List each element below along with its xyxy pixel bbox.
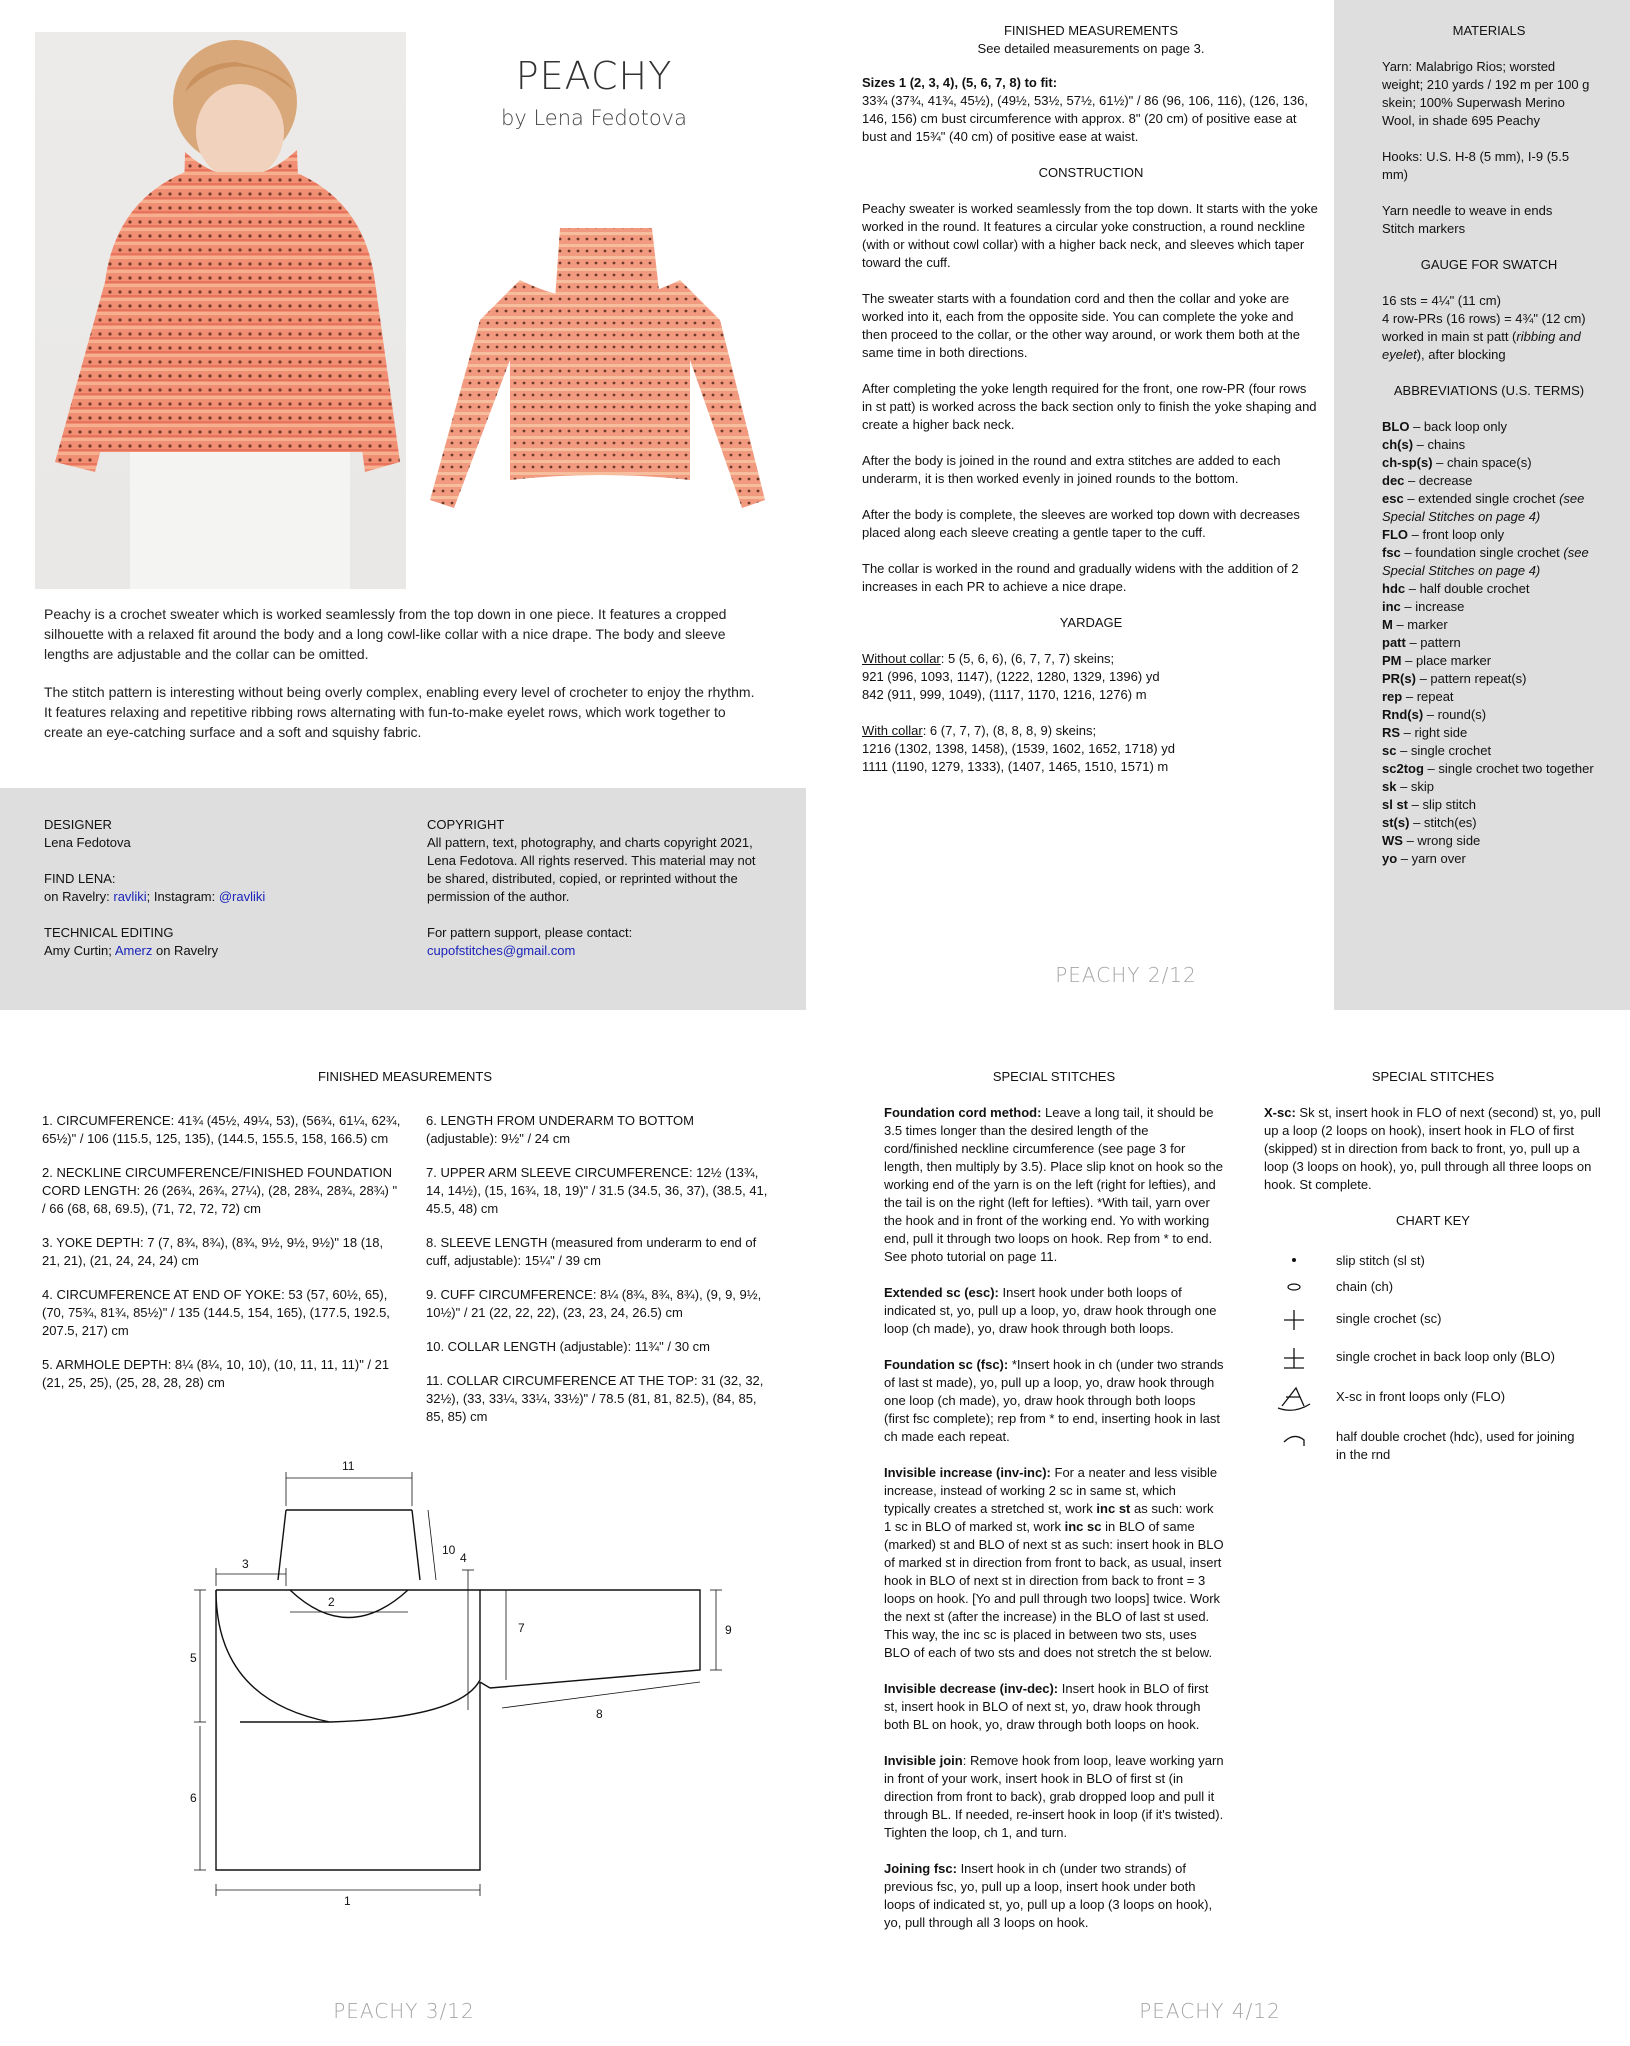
- abbr-item: sl st – slip stitch: [1382, 797, 1476, 812]
- yoke-outline: [216, 1590, 330, 1722]
- materials-sidebar: [1334, 0, 1630, 1010]
- dot-icon: [1270, 1252, 1318, 1272]
- foundation-cord: Foundation cord method: Leave a long tail, it should be 3.5 times longer than the desired length of the cord/finished neckline circumference (see page 3 for length, then multiply by 3.5). Place slip knot on hook so the working end of the yarn is on the left (right for lefties), and the tail is on the right (left for lefties). *With tail, yarn over the hook and in front of the working end. Yo with working end, pull it through two loops on hook. Rep from * to end. See photo tutorial on page 11.: [884, 1105, 1223, 1264]
- tech-editors: Amy Curtin; Amerz on Ravelry: [44, 943, 219, 958]
- measurement-9: 9. CUFF CIRCUMFERENCE: 8¼ (8¾, 8¾, 8¾), (9, 9, 9½, 10½)" / 21 (22, 22, 22), (23, 23, 24, 26.5) cm: [426, 1287, 762, 1320]
- yardage-without: Without collar: 5 (5, 6, 6), (6, 7, 7, 7) skeins;: [862, 651, 1115, 666]
- construction-heading: CONSTRUCTION: [1038, 165, 1144, 180]
- notions-text: Yarn needle to weave in ends Stitch markers: [1382, 203, 1553, 236]
- ravelry-link[interactable]: ravliki: [113, 889, 147, 904]
- measurement-6: 6. LENGTH FROM UNDERARM TO BOTTOM (adjustable): 9½" / 24 cm: [426, 1113, 694, 1146]
- page-3-heading: FINISHED MEASUREMENTS: [317, 1069, 493, 1084]
- abbr-item: PM – place marker: [1382, 653, 1492, 668]
- blo-plus-icon: [1270, 1346, 1318, 1370]
- special-stitches-col-1: [884, 1068, 1224, 1932]
- collar-outline: [278, 1510, 286, 1580]
- chart-key: [1270, 1252, 1610, 1472]
- abbreviations-heading: ABBREVIATIONS (U.S. TERMS): [1393, 383, 1585, 398]
- yardage-heading: YARDAGE: [1059, 615, 1123, 630]
- materials-heading: MATERIALS: [1452, 23, 1526, 38]
- page-4-footer: PEACHY 4/12: [1139, 1999, 1281, 2023]
- oval-icon: [1270, 1278, 1318, 1298]
- credits-panel: [0, 788, 806, 1010]
- extended-sc: Extended sc (esc): Insert hook under both loops of indicated st, yo, pull up a loop, yo, draw hook through one loop (ch made), yo, draw hook through both loops.: [884, 1285, 1217, 1336]
- yardage-without-yd: 921 (996, 1093, 1147), (1222, 1280, 1329, 1396) yd: [862, 669, 1160, 684]
- hooks-text: Hooks: U.S. H-8 (5 mm), I-9 (5.5 mm): [1382, 149, 1570, 182]
- construction-4: After the body is joined in the round and extra stitches are added to each underarm, it is then worked evenly in joined rounds to the bottom.: [862, 453, 1281, 486]
- x-sc: X-sc: Sk st, insert hook in FLO of next (second) st, yo, pull up a loop (2 loops on hook), insert hook in FLO of first (skipped) st in direction from back to front, yo, pull up a loop (3 loops on hook), yo, pull through all three loops on hook. St complete.: [1264, 1105, 1601, 1192]
- support-email-link[interactable]: cupofstitches@gmail.com: [427, 943, 576, 958]
- page-3: [0, 1040, 810, 2046]
- intro-paragraph-1: Peachy is a crochet sweater which is worked seamlessly from the top down in one piece. It features a cropped silhouette with a relaxed fit around the body and a long cowl-like collar with a nice drape. The body and sleeve lengths are adjustable and the collar can be omitted.: [44, 606, 727, 662]
- abbreviations-list: [1382, 418, 1596, 868]
- instagram-link[interactable]: @ravliki: [218, 889, 266, 904]
- key-row: X-sc in front loops only (FLO): [1270, 1384, 1610, 1412]
- measurement-11: 11. COLLAR CIRCUMFERENCE AT THE TOP: 31 (32, 32, 32½), (33, 33¼, 33¼, 33½)" / 78.5 (81, 81, 82.5), (84, 85, 85, 85) cm: [426, 1373, 764, 1424]
- abbr-item: FLO – front loop only: [1382, 527, 1505, 542]
- finished-measurements-sub: See detailed measurements on page 3.: [977, 41, 1205, 56]
- yardage-with-yd: 1216 (1302, 1398, 1458), (1539, 1602, 1652, 1718) yd: [862, 741, 1175, 756]
- foundation-sc: Foundation sc (fsc): *Insert hook in ch (under two strands of last st made), yo, pull up a loop, yo, draw hook through one loop (ch made), yo, draw hook through both loops (first fsc complete); rep from * to end, inserting hook in last ch made each repeat.: [884, 1357, 1224, 1444]
- abbr-item: inc – increase: [1382, 599, 1465, 614]
- page-3-footer: PEACHY 3/12: [333, 1999, 475, 2023]
- tech-heading: TECHNICAL EDITING: [44, 925, 174, 940]
- designer-name: Lena Fedotova: [44, 835, 131, 850]
- page-title: PEACHY: [515, 54, 673, 98]
- label-8: 8: [596, 1707, 603, 1721]
- label-5: 5: [190, 1651, 197, 1665]
- find-links: on Ravelry: ravliki; Instagram: @ravliki: [44, 889, 266, 904]
- measurement-1: 1. CIRCUMFERENCE: 41¾ (45½, 49¼, 53), (56¾, 61¼, 62¾, 65½)" / 106 (115.5, 125, 135), (144.5, 155.5, 158, 166.5) cm: [42, 1113, 401, 1146]
- key-row: slip stitch (sl st): [1270, 1252, 1610, 1272]
- designer-heading: DESIGNER: [44, 817, 112, 832]
- page-2-footer: PEACHY 2/12: [1055, 963, 1197, 987]
- abbr-item: dec – decrease: [1382, 473, 1473, 488]
- schematic-diagram: [180, 1450, 740, 1910]
- gauge-2: 4 row-PRs (16 rows) = 4¾" (12 cm): [1382, 311, 1586, 326]
- measurement-5: 5. ARMHOLE DEPTH: 8¼ (8¼, 10, 10), (10, 11, 11, 11)" / 21 (21, 25, 25), (25, 28, 28, 28) cm: [42, 1357, 390, 1390]
- abbr-item: yo – yarn over: [1382, 851, 1466, 866]
- abbr-item: M – marker: [1382, 617, 1448, 632]
- construction-3: After completing the yoke length required for the front, one row-PR (four rows in st patt) is worked across the back section only to finish the yoke shaping and create a higher back neck.: [862, 381, 1317, 432]
- abbr-item: sc – single crochet: [1382, 743, 1492, 758]
- sizes-heading: Sizes 1 (2, 3, 4), (5, 6, 7, 8) to fit:: [862, 75, 1058, 90]
- abbr-item: PR(s) – pattern repeat(s): [1382, 671, 1527, 686]
- label-9: 9: [725, 1623, 732, 1637]
- key-row: chain (ch): [1270, 1278, 1610, 1298]
- abbr-item: sc2tog – single crochet two together: [1382, 761, 1594, 776]
- page-1: [0, 0, 806, 1010]
- abbr-item: st(s) – stitch(es): [1382, 815, 1477, 830]
- amerz-link[interactable]: Amerz: [114, 943, 153, 958]
- flat-sweater-illustration: [420, 220, 772, 520]
- joining-fsc: Joining fsc: Insert hook in ch (under two strands) of previous fsc, yo, pull up a loop, insert hook under both loops of indicated st, yo, pull up a loop (3 loops on hook), yo, pull through all 3 loops on hook.: [884, 1861, 1213, 1930]
- abbr-item: ch-sp(s) – chain space(s): [1382, 455, 1532, 470]
- main-column: [862, 22, 1320, 776]
- label-1: 1: [344, 1894, 351, 1908]
- abbr-item: Rnd(s) – round(s): [1382, 707, 1487, 722]
- abbr-item: esc – extended single crochet (see Special Stitches on page 4): [1382, 491, 1585, 524]
- label-10: 10: [442, 1543, 456, 1557]
- measurement-10: 10. COLLAR LENGTH (adjustable): 11¾" / 30 cm: [426, 1339, 710, 1354]
- label-11: 11: [342, 1459, 355, 1473]
- abbr-item: ch(s) – chains: [1382, 437, 1466, 452]
- neckline-curve: [290, 1590, 408, 1618]
- arc-icon: [1270, 1428, 1318, 1452]
- cover-photo: [35, 32, 406, 589]
- flat-sweater-photo: [420, 220, 772, 520]
- intro-paragraph-2: The stitch pattern is interesting without being overly complex, enabling every level of crocheter to enjoy the rhythm. It features relaxing and repetitive ribbing rows alternating with fun-to-make eyelet rows, which work together to create an eye-catching surface and a soft and squishy fabric.: [44, 684, 755, 740]
- abbr-item: fsc – foundation single crochet (see Special Stitches on page 4): [1382, 545, 1589, 578]
- measurement-2: 2. NECKLINE CIRCUMFERENCE/FINISHED FOUNDATION CORD LENGTH: 26 (26¾, 26¾, 27¼), (28, 28¾, 28¾, 28¾) " / 66 (68, 68, 69.5), (71, 72, 72, 72) cm: [42, 1165, 398, 1216]
- byline: by Lena Fedotova: [501, 106, 687, 130]
- gauge-heading: GAUGE FOR SWATCH: [1420, 257, 1558, 272]
- plus-icon: [1270, 1308, 1318, 1332]
- special-stitches-heading: SPECIAL STITCHES: [992, 1069, 1116, 1084]
- construction-1: Peachy sweater is worked seamlessly from the top down. It starts with the yoke worked in the round. It features a circular yoke construction, a round neckline (with or without cowl collar) with a higher back neck, and sleeves which taper toward the cuff.: [862, 201, 1318, 270]
- finished-measurements-heading: FINISHED MEASUREMENTS: [1003, 23, 1179, 38]
- key-row: single crochet (sc): [1270, 1308, 1610, 1332]
- page-4: [810, 1040, 1630, 2046]
- invisible-increase: Invisible increase (inv-inc): For a neater and less visible increase, instead of working 2 sc in same st, which typically creates a stretched st, work inc st as such: work 1 sc in BLO of marked st, work inc sc in BLO of same (marked) st and BLO of next st as such: insert hook in BLO of marked st in direction from front to back, as usual, insert hook in BLO of next st in direction from back to front = 3 loops on hook. [Yo and pull through two loops] twice. Work the next st (after the increase) in the BLO of last st used. This way, the inc sc is placed in between two sts, uses BLO of each of two sts and does not stretch the st below.: [884, 1465, 1224, 1660]
- label-4: 4: [460, 1551, 467, 1565]
- yardage-with-m: 1111 (1190, 1279, 1333), (1407, 1465, 1510, 1571) m: [862, 759, 1169, 774]
- label-7: 7: [518, 1621, 525, 1635]
- special-stitches-col-2: [1264, 1068, 1602, 1230]
- construction-6: The collar is worked in the round and gradually widens with the addition of 2 increases in each PR to achieve a nice drape.: [862, 561, 1299, 594]
- key-row: half double crochet (hdc), used for joining in the rnd: [1270, 1428, 1610, 1468]
- xsc-icon: [1270, 1384, 1318, 1412]
- invisible-decrease: Invisible decrease (inv-dec): Insert hook in BLO of first st, insert hook in BLO of next st, yo, draw hook through both BL on hook, yo, draw through both loops on hook.: [884, 1681, 1209, 1732]
- yardage-with: With collar: 6 (7, 7, 7), (8, 8, 8, 9) skeins;: [862, 723, 1097, 738]
- page-2: [806, 0, 1630, 1010]
- abbr-item: rep – repeat: [1382, 689, 1454, 704]
- measurement-8: 8. SLEEVE LENGTH (measured from underarm to end of cuff, adjustable): 15¼" / 39 cm: [426, 1235, 757, 1268]
- body-outline: [216, 1590, 480, 1870]
- copyright-text: All pattern, text, photography, and charts copyright 2021, Lena Fedotova. All rights reserved. This material may not be shared, distributed, copied, or reprinted without the permission of the author.: [427, 835, 756, 904]
- abbr-item: WS – wrong side: [1382, 833, 1481, 848]
- label-2: 2: [328, 1595, 335, 1609]
- abbr-item: RS – right side: [1382, 725, 1468, 740]
- gauge-3: worked in main st patt (ribbing and eyelet), after blocking: [1382, 329, 1581, 362]
- copyright-heading: COPYRIGHT: [427, 817, 505, 832]
- key-row: single crochet in back loop only (BLO): [1270, 1346, 1610, 1370]
- abbr-item: sk – skip: [1382, 779, 1435, 794]
- support-text: For pattern support, please contact:: [427, 925, 633, 940]
- special-stitches-heading-2: SPECIAL STITCHES: [1371, 1069, 1495, 1084]
- construction-5: After the body is complete, the sleeves are worked top down with decreases placed along each sleeve creating a gentle taper to the cuff.: [862, 507, 1300, 540]
- measurement-3: 3. YOKE DEPTH: 7 (7, 8¾, 8¾), (8¾, 9½, 9½, 9½)" 18 (18, 21, 21), (21, 24, 24, 24) cm: [42, 1235, 384, 1268]
- yardage-without-m: 842 (911, 999, 1049), (1117, 1170, 1216, 1276) m: [862, 687, 1147, 702]
- chart-key-heading: CHART KEY: [1396, 1213, 1470, 1228]
- measurement-4: 4. CIRCUMFERENCE AT END OF YOKE: 53 (57, 60½, 65), (70, 75¾, 81¾, 85½)" / 135 (144.5, 154, 165), (177.5, 192.5, 207.5, 217) cm: [42, 1287, 390, 1338]
- abbr-item: patt – pattern: [1382, 635, 1461, 650]
- label-3: 3: [242, 1557, 249, 1571]
- measurements-col-1: [42, 1112, 402, 1392]
- measurement-7: 7. UPPER ARM SLEEVE CIRCUMFERENCE: 12½ (13¾, 14, 14½), (15, 16¾, 18, 19)" / 31.5 (34.5, 36, 37), (38.5, 41, 45.5, 48) cm: [426, 1165, 768, 1216]
- construction-2: The sweater starts with a foundation cord and then the collar and yoke are worked into it, each from the opposite side. You can complete the yoke and then proceed to the collar, or the other way around, or work them both at the same time in both directions.: [862, 291, 1300, 360]
- gauge-1: 16 sts = 4¼" (11 cm): [1382, 293, 1501, 308]
- abbr-item: hdc – half double crochet: [1382, 581, 1530, 596]
- label-6: 6: [190, 1791, 197, 1805]
- model-photo-illustration: [35, 32, 406, 589]
- abbr-item: BLO – back loop only: [1382, 419, 1508, 434]
- yarn-text: Yarn: Malabrigo Rios; worsted weight; 210 yards / 192 m per 100 g skein; 100% Superwash Merino Wool, in shade 695 Peachy: [1382, 59, 1590, 128]
- invisible-join: Invisible join: Remove hook from loop, leave working yarn in front of your work, insert hook in BLO of first st (in direction from front to back), grab dropped loop and pull it through BL. If needed, re-insert hook in loop (if it's twisted). Tighten the loop, ch 1, and turn.: [884, 1753, 1224, 1840]
- measurements-col-2: [426, 1112, 768, 1426]
- find-heading: FIND LENA:: [44, 871, 116, 886]
- sizes-text: 33¾ (37¾, 41¾, 45½), (49½, 53½, 57½, 61½)" / 86 (96, 106, 116), (126, 136, 146, 156) cm bust circumference with approx. 8" (20 cm) of positive ease at bust and 15¾" (40 cm) of positive ease at waist.: [862, 93, 1308, 144]
